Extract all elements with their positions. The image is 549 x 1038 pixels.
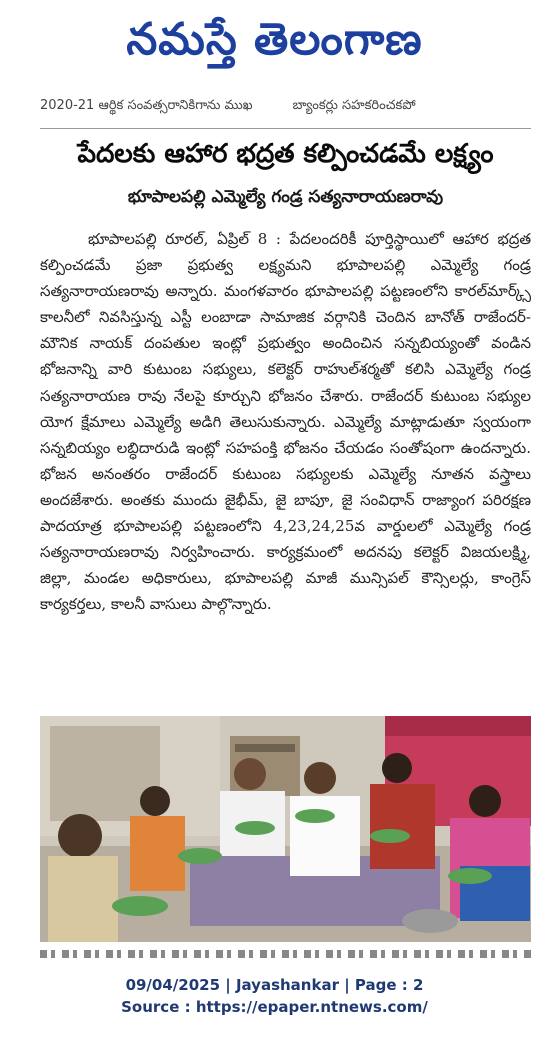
previous-article-cut-strip <box>40 96 549 118</box>
article-body: భూపాలపల్లి రూరల్, ఏప్రిల్ 8 : పేదలందరికీ పూర్తిస్థాయిలో ఆహార భద్రత కల్పించడమే ప్రజా ప్రభుత్వ లక్ష్యమని భూపాలపల్లి ఎమ్మెల్యే గండ్ర సత్యనారాయణరావు అన్నారు. మంగళవారం భూపాలపల్లి పట్టణంలోని కారల్‌మార్క్స్ కాలనీలో నివసిస్తున్న ఎస్టీ లంబాడా సామాజిక వర్గానికి చెందిన బానోత్ రాజేందర్-మౌనిక నాయక్ దంపతుల ఇంట్లో ప్రభుత్వం అందించిన సన్నబియ్యంతో వండిన భోజనాన్ని వారి కుటుంబ సభ్యులు, కలెక్టర్ రాహుల్‌శర్మతో కలిసి ఎమ్మెల్యే గండ్ర సత్యనారాయణ రావు నేలపై కూర్చుని భోజనం చేశారు. రాజేందర్ కుటుంబ సభ్యుల యోగ క్షేమాలు ఎమ్మెల్యే అడిగి తెలుసుకున్నారు. ఎమ్మెల్యే మాట్లాడుతూ స్వయంగా సన్నబియ్యం లబ్ధిదారుడి ఇంట్లో సహపంక్తి భోజనం చేయడం సంతోషంగా ఉందన్నారు. భోజన అనంతరం రాజేందర్ కుటుంబ సభ్యులకు ఎమ్మెల్యే నూతన వస్త్రాలు అందజేశారు. అంతకు ముందు జైభీమ్, జై బాపూ, జై సంవిధాన్ రాజ్యాంగ పరిరక్షణ పాదయాత్ర భూపాలపల్లి పట్టణంలోని 4,23,24,25వ వార్డులలో ఎమ్మెల్యే గండ్ర సత్యనారాయణరావు నిర్వహించారు. కార్యక్రమంలో అదనపు కలెక్టర్ విజయలక్ష్మి, జిల్లా, మండల అధికారులు, భూపాలపల్లి మాజీ మున్సిపల్ కౌన్సిలర్లు, కాంగ్రెస్ కార్యకర్తలు, కాలనీ వాసులు పాల్గొన్నారు. <box>40 230 531 614</box>
divider-rule <box>40 128 531 129</box>
cut-photo-caption <box>40 950 531 958</box>
footer-date-edition-page: 09/04/2025 | Jayashankar | Page : 2 <box>125 976 424 994</box>
article-photo <box>40 716 531 942</box>
masthead <box>0 0 549 80</box>
cut-strip-left-text: 2020-21 ఆర్థిక సంవత్సరానికిగాను ముఖ <box>40 98 253 113</box>
photo-illustration <box>40 716 531 942</box>
newspaper-logo-title: నమస్తే తెలంగాణ <box>126 14 423 65</box>
article-subhead: భూపాలపల్లి ఎమ్మెల్యే గండ్ర సత్యనారాయణరావు <box>127 187 444 207</box>
cut-strip-right-text: బ్యాంకర్లు సహకరించకపో <box>292 98 416 113</box>
article-headline: పేదలకు ఆహార భద్రత కల్పించడమే లక్ష్యం <box>77 139 494 169</box>
footer-source-link[interactable]: Source : https://epaper.ntnews.com/ <box>121 998 428 1016</box>
